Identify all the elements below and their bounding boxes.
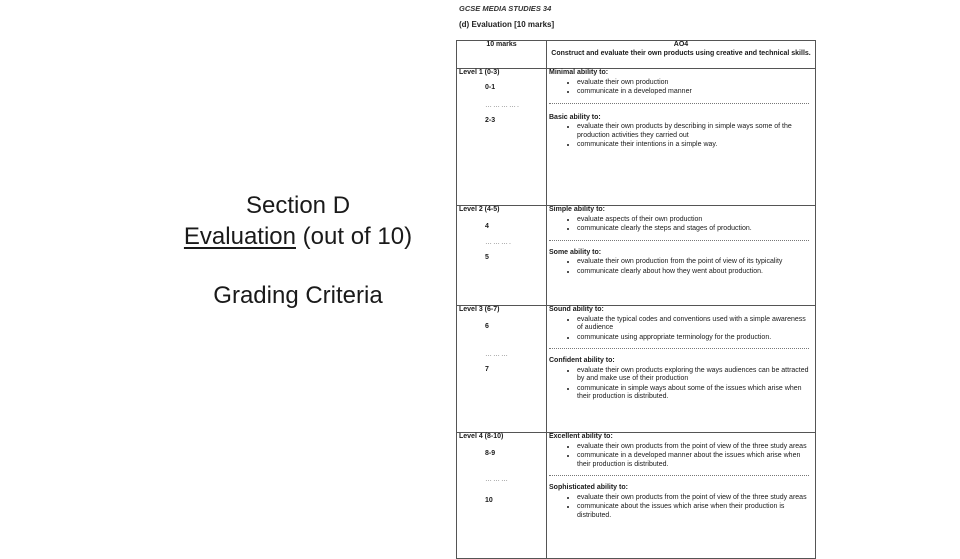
ability-heading: Basic ability to: xyxy=(549,113,601,121)
band-label: 7 xyxy=(485,365,489,373)
criteria-item: • communicate their intentions in a simple way. xyxy=(577,141,813,150)
block-divider xyxy=(549,103,809,104)
ability-heading: Simple ability to: xyxy=(549,206,606,213)
level-cell xyxy=(457,306,547,433)
slide-text-panel xyxy=(150,190,446,311)
criteria-cell xyxy=(547,69,816,206)
block-divider xyxy=(549,348,809,349)
criteria-item: • communicate using appropriate terminology for the production. xyxy=(577,334,813,343)
band-divider: ……… xyxy=(485,476,509,483)
criteria-item: • communicate clearly the steps and stages of production. xyxy=(577,225,813,234)
level-row xyxy=(457,306,816,433)
block-divider xyxy=(549,475,809,476)
criteria-item: • communicate about the issues which arise when their production is distributed. xyxy=(577,503,813,520)
criteria-item: • evaluate their own products by describing in simple ways some of the production activities they carried out xyxy=(577,123,813,140)
criteria-item: • evaluate their own products exploring the ways audiences can be attracted by and make use of their production xyxy=(577,367,813,384)
level-row xyxy=(457,206,816,306)
rubric-document xyxy=(447,0,820,540)
criteria-list xyxy=(549,316,813,343)
criteria-item: • communicate in a developed manner about the issues which arise when their production is distributed. xyxy=(577,452,813,469)
level-cell xyxy=(457,206,547,306)
rubric-table xyxy=(456,40,816,559)
level-row xyxy=(457,69,816,206)
block-divider xyxy=(549,240,809,241)
criteria-list xyxy=(549,258,813,276)
criteria-item: • evaluate aspects of their own production xyxy=(577,216,813,225)
criteria-list xyxy=(549,216,813,234)
criteria-item: • evaluate their own production xyxy=(577,79,813,88)
doc-subheader: (d) Evaluation [10 marks] xyxy=(459,20,555,29)
criteria-cell xyxy=(547,306,816,433)
criteria-cell xyxy=(547,206,816,306)
evaluation-underlined: Evaluation xyxy=(183,223,296,250)
band-label: 4 xyxy=(485,222,489,230)
criteria-item: • evaluate their own products from the point of view of the three study areas xyxy=(577,443,813,452)
criteria-list xyxy=(549,79,813,97)
band-label: 0-1 xyxy=(485,83,496,91)
criteria-item: • communicate in simple ways about some of the issues which arise when their production is distributed. xyxy=(577,385,813,402)
ability-heading: Sound ability to: xyxy=(549,306,604,313)
criteria-item: • evaluate the typical codes and conventions used with a simple awareness of audience xyxy=(577,316,813,333)
ao-description: Construct and evaluate their own products using creative and technical skills. xyxy=(551,49,811,57)
level-cell xyxy=(457,69,547,206)
rubric-header-row xyxy=(457,41,816,69)
level-title: Level 3 (6-7) xyxy=(459,306,500,313)
band-label: 6 xyxy=(485,322,489,330)
level-title: Level 2 (4-5) xyxy=(459,206,500,213)
band-label: 8-9 xyxy=(485,449,496,457)
criteria-list xyxy=(549,367,813,402)
doc-header: GCSE MEDIA STUDIES 34 xyxy=(459,4,552,13)
ao-header xyxy=(547,41,816,69)
criteria-item: • communicate clearly about how they went about production. xyxy=(577,268,813,277)
ability-heading: Sophisticated ability to: xyxy=(549,484,628,491)
criteria-item: • communicate in a developed manner xyxy=(577,88,813,97)
marks-header: 10 marks xyxy=(457,41,547,69)
grading-criteria-label: Grading Criteria xyxy=(213,282,383,309)
ability-heading: Minimal ability to: xyxy=(549,69,609,76)
criteria-list xyxy=(549,494,813,521)
band-divider: …………. xyxy=(485,102,520,109)
level-title: Level 1 (0-3) xyxy=(459,69,500,76)
evaluation-suffix: (out of 10) xyxy=(296,223,413,250)
criteria-list xyxy=(549,443,813,470)
ao-code: AO4 xyxy=(673,41,689,48)
criteria-item: • evaluate their own products from the point of view of the three study areas xyxy=(577,494,813,503)
section-title: Section D xyxy=(245,192,351,219)
band-label: 5 xyxy=(485,253,489,261)
ability-heading: Excellent ability to: xyxy=(549,433,613,440)
band-label: 2-3 xyxy=(485,116,496,124)
evaluation-title xyxy=(150,221,446,252)
band-label: 10 xyxy=(485,496,493,504)
level-title: Level 4 (8-10) xyxy=(459,433,504,440)
criteria-list xyxy=(549,123,813,150)
ability-heading: Confident ability to: xyxy=(549,357,615,364)
criteria-item: • evaluate their own production from the point of view of its typicality xyxy=(577,258,813,267)
ability-heading: Some ability to: xyxy=(549,248,602,256)
band-divider: ………. xyxy=(485,239,512,246)
band-divider: ……… xyxy=(485,351,509,358)
